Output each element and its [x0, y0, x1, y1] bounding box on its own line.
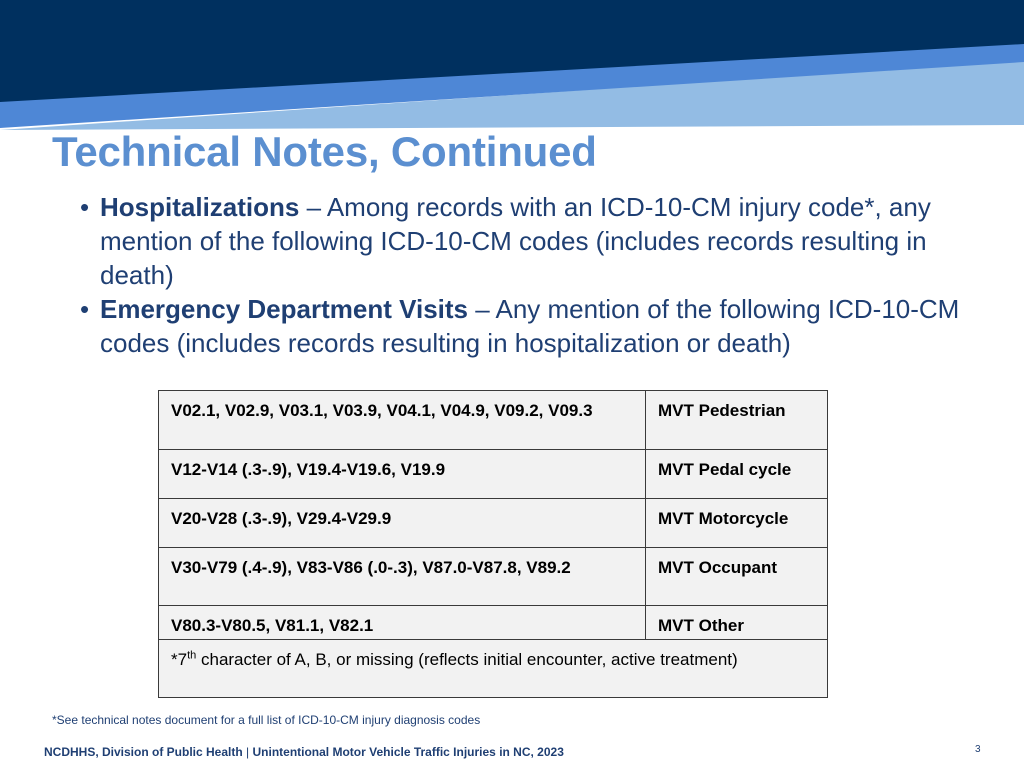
bullet-text: – Any mention of the following ICD-10-CM codes (includes records resulting in hospitalization or death)	[100, 294, 960, 358]
note-prefix: *7	[171, 650, 188, 669]
page-title: Technical Notes, Continued	[52, 128, 597, 175]
footer-org: NCDHHS, Division of Public Health	[44, 745, 243, 759]
footer	[44, 745, 564, 759]
code-cell: V80.3-V80.5, V81.1, V82.1	[159, 606, 646, 640]
category-cell: MVT Pedestrian	[646, 391, 828, 450]
bullet-dot-icon: •	[80, 192, 90, 222]
bullet-hospitalizations	[80, 190, 980, 292]
note-superscript: th	[187, 649, 197, 662]
bullet-ed-visits	[80, 292, 980, 360]
seventh-character-note	[159, 640, 828, 698]
table-row	[159, 606, 828, 640]
code-cell: V30-V79 (.4-.9), V83-V86 (.0-.3), V87.0-V87.8, V89.2	[159, 548, 646, 606]
footer-separator: |	[242, 745, 253, 759]
code-cell: V02.1, V02.9, V03.1, V03.9, V04.1, V04.9, V09.2, V09.3	[159, 391, 646, 450]
bullet-text: – Among records with an ICD-10-CM injury code*, any mention of the following ICD-10-CM codes (includes records resulting in death)	[100, 192, 931, 290]
bullet-dot-icon: •	[80, 294, 90, 324]
bullet-list	[80, 190, 980, 360]
footer-report-title: Unintentional Motor Vehicle Traffic Injuries in NC, 2023	[252, 745, 564, 759]
note-text: character of A, B, or missing (reflects initial encounter, active treatment)	[196, 650, 738, 669]
table-row	[159, 450, 828, 499]
footnote: *See technical notes document for a full list of ICD-10-CM injury diagnosis codes	[52, 713, 481, 727]
code-cell: V20-V28 (.3-.9), V29.4-V29.9	[159, 499, 646, 548]
icd-code-table	[158, 390, 828, 698]
table-row	[159, 391, 828, 450]
category-cell: MVT Pedal cycle	[646, 450, 828, 499]
bullet-term: Hospitalizations	[100, 192, 300, 222]
table-row	[159, 548, 828, 606]
category-cell: MVT Other	[646, 606, 828, 640]
table-row	[159, 499, 828, 548]
category-cell: MVT Occupant	[646, 548, 828, 606]
code-cell: V12-V14 (.3-.9), V19.4-V19.6, V19.9	[159, 450, 646, 499]
category-cell: MVT Motorcycle	[646, 499, 828, 548]
table-note-row	[159, 640, 828, 698]
bullet-term: Emergency Department Visits	[100, 294, 468, 324]
header-banner	[0, 0, 1024, 130]
page-number: 3	[975, 744, 981, 755]
